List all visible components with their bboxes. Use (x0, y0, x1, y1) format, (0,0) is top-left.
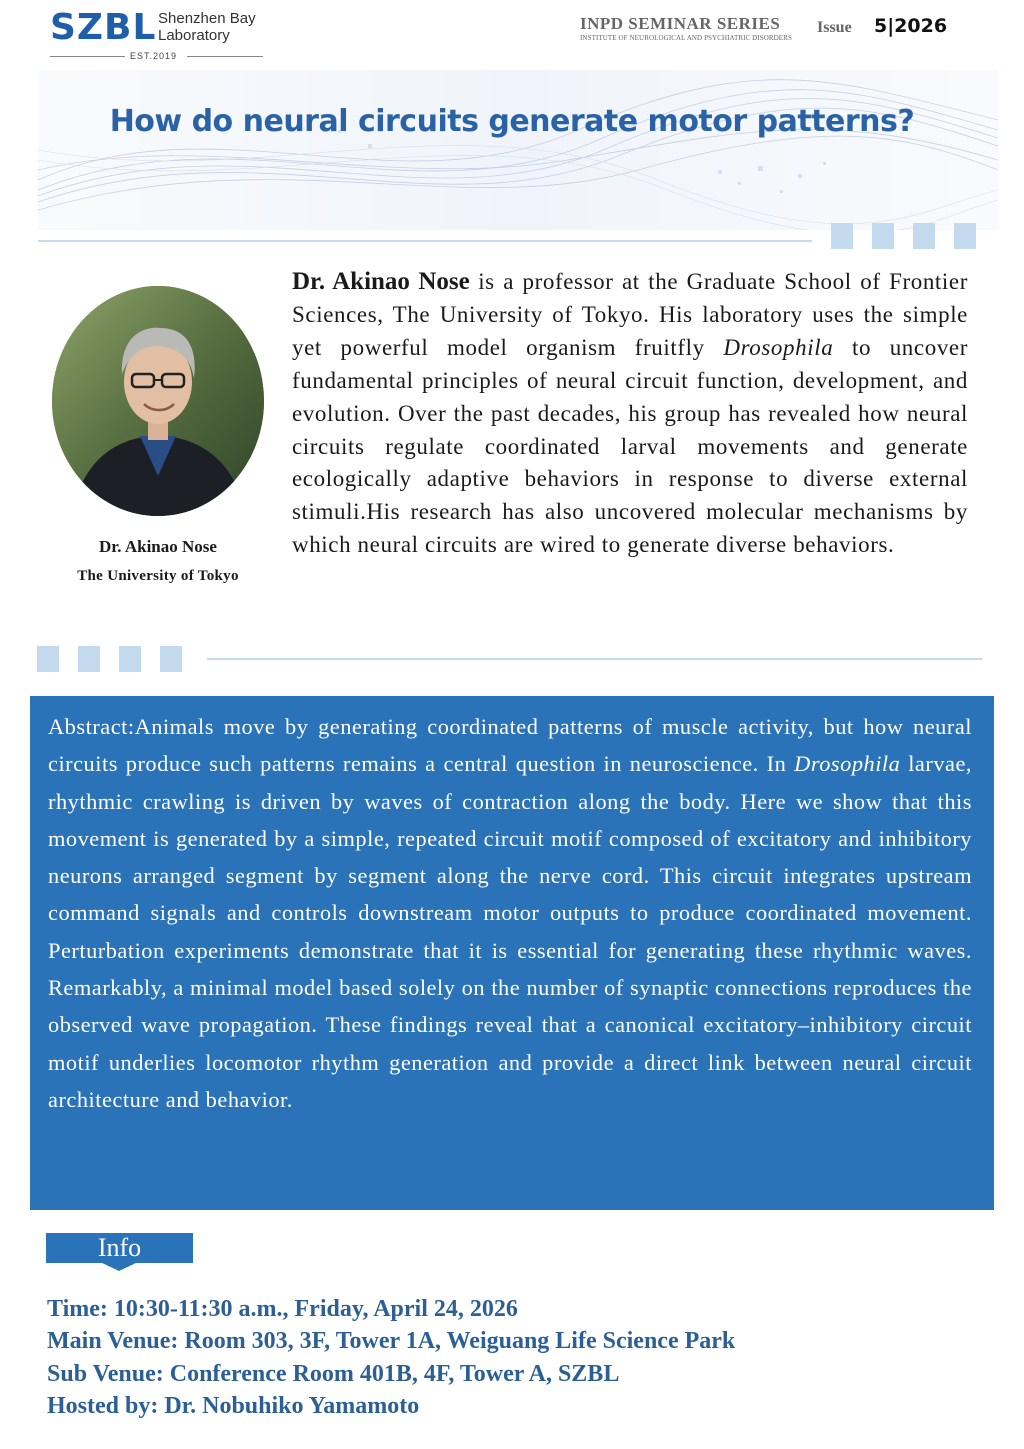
seminar-title: How do neural circuits generate motor patterns? (109, 104, 915, 139)
issue-label: Issue (817, 19, 852, 36)
bio-organism: Drosophila (723, 334, 834, 360)
abstract-panel (30, 696, 994, 1210)
deco-square (160, 646, 182, 672)
logo-mark: SZBL (50, 7, 157, 48)
wave-decoration (38, 70, 998, 230)
event-time: Time: 10:30-11:30 a.m., Friday, April 24, 2026 (47, 1296, 518, 1322)
abstract-text (48, 708, 972, 1118)
bio-text-part2: to uncover fundamental principles of neural circuit function, development, and evolution. Over the past decades, his group has revealed how neural circuits regulate coordinated larval movements and generate ecologically adaptive behaviors in response to diverse external stimuli.His research has also uncovered molecular mechanisms by which neural circuits are wired to generate diverse behaviors. (292, 334, 968, 558)
logo-divider-left (50, 56, 125, 57)
seminar-series (580, 14, 820, 43)
event-details (47, 1293, 735, 1422)
deco-square (78, 646, 100, 672)
speaker-caption-name: Dr. Akinao Nose (99, 537, 217, 556)
deco-square (37, 646, 59, 672)
info-tab-pointer (100, 1262, 138, 1271)
speaker-caption-affiliation: The University of Tokyo (77, 568, 239, 584)
szbl-logo (50, 8, 270, 68)
event-sub-venue: Sub Venue: Conference Room 401B, 4F, Tower A, SZBL (47, 1360, 620, 1387)
issue-number: 5|2026 (874, 15, 948, 37)
bio-speaker-name: Dr. Akinao Nose (292, 268, 470, 295)
divider-bottom (207, 658, 982, 660)
deco-square (119, 646, 141, 672)
series-name: INPD SEMINAR SERIES (580, 14, 781, 33)
bio-text-part1: is a professor at the Graduate School of Frontier Sciences, The University of Tokyo. His laboratory uses the simple yet powerful model organism fruitfly (292, 269, 968, 360)
logo-name-line2: Laboratory (158, 27, 230, 44)
logo-divider-right (187, 56, 263, 57)
abstract-part1: Abstract:Animals move by generating coordinated patterns of muscle activity, but how neural circuits produce such patterns remains a central question in neuroscience. In (48, 714, 972, 777)
deco-square (831, 223, 853, 249)
deco-square (954, 223, 976, 249)
event-host: Hosted by: Dr. Nobuhiko Yamamoto (47, 1392, 420, 1419)
abstract-part2: larvae, rhythmic crawling is driven by waves of contraction along the body. Here we show that this movement is generated by a simple, repeated circuit motif composed of excitatory and inhibitory neurons arranged segment by segment along the nerve cord. This circuit integrates upstream command signals and controls downstream motor outputs to produce coordinated movement. Perturbation experiments demonstrate that it is essential for generating these rhythmic waves. Remarkably, a minimal model based solely on the number of synaptic connections reproduces the observed wave propagation. These findings reveal that a canonical excitatory–inhibitory circuit motif underlies locomotor rhythm generation and provide a direct link between neural circuit architecture and behavior. (48, 751, 972, 1112)
logo-established: EST.2019 (130, 51, 178, 61)
info-label: Info (97, 1233, 142, 1262)
logo-name-line1: Shenzhen Bay (158, 10, 256, 27)
deco-square (913, 223, 935, 249)
divider-top (38, 240, 812, 242)
event-main-venue: Main Venue: Room 303, 3F, Tower 1A, Weiguang Life Science Park (47, 1328, 736, 1355)
abstract-organism: Drosophila (794, 751, 901, 777)
deco-square (872, 223, 894, 249)
series-subtitle: INSTITUTE OF NEUROLOGICAL AND PSYCHIATRIC DISORDERS (580, 34, 792, 42)
speaker-bio (292, 266, 968, 562)
logo-name (158, 10, 256, 44)
speaker-photo (52, 286, 264, 516)
